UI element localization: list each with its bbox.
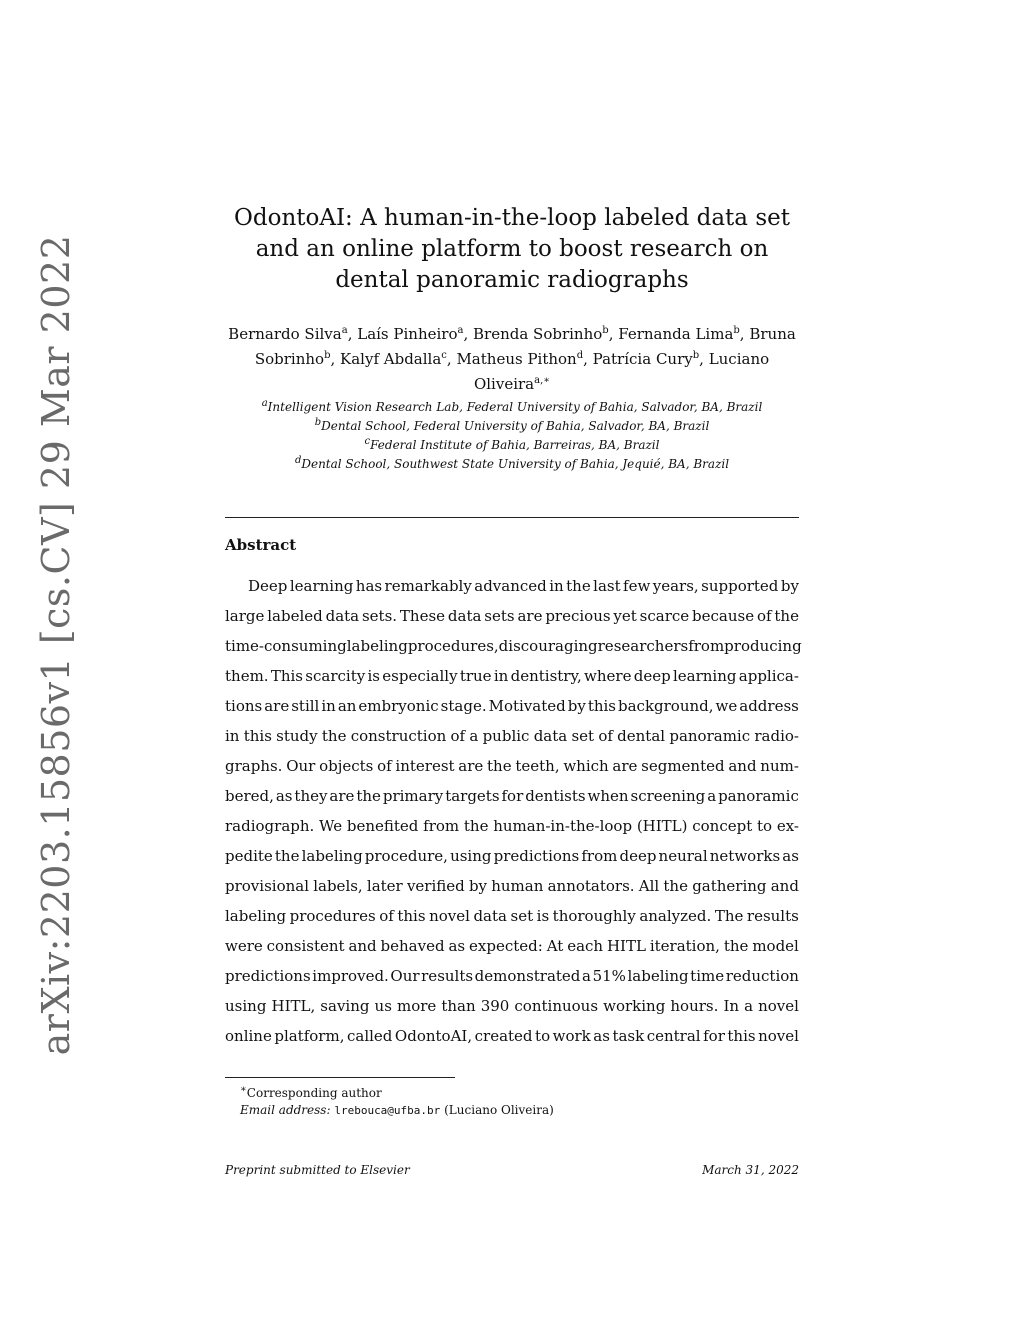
abstract-line: radiograph. We benefited from the human-in-the-loop (HITL) concept to ex- xyxy=(225,817,799,835)
abstract-line: in this study the construction of a public data set of dental panoramic radio- xyxy=(225,727,799,745)
author: Bruna Sobrinho$^b$ xyxy=(254,325,796,368)
abstract-line: large labeled data sets. These data sets are precious yet scarce because of the xyxy=(225,607,799,625)
author: Bernardo Silva$^a$ xyxy=(228,325,348,343)
abstract-body xyxy=(225,571,802,1051)
abstract-line: using HITL, saving us more than 390 continuous working hours. In a novel xyxy=(225,997,799,1015)
abstract-line: time-consuming labeling procedures, discouraging researchers from producing xyxy=(225,637,802,655)
abstract-line: them. This scarcity is especially true in dentistry, where deep learning applica- xyxy=(225,667,799,685)
author: Matheus Pithon$^d$ xyxy=(456,350,584,368)
affiliation-list xyxy=(225,396,799,472)
affiliation: $^b$Dental School, Federal University of Bahia, Salvador, BA, Brazil xyxy=(314,417,710,433)
abstract-line: predictions improved. Our results demonstrated a 51% labeling time reduction xyxy=(225,967,799,985)
email-line xyxy=(240,1102,554,1119)
footnote xyxy=(240,1081,554,1119)
affiliation: $^d$Dental School, Southwest State University of Bahia, Jequié, BA, Brazil xyxy=(294,455,730,471)
author: Patrícia Cury$^b$ xyxy=(592,350,700,368)
abstract-heading: Abstract xyxy=(225,536,297,554)
abstract-line: graphs. Our objects of interest are the teeth, which are segmented and num- xyxy=(225,757,799,775)
corresponding-author-note: ∗Corresponding author xyxy=(240,1084,382,1100)
abstract-top-rule xyxy=(225,517,799,518)
author: Luciano Oliveira$^{a,∗}$ xyxy=(473,350,770,393)
affiliation: $^a$Intelligent Vision Research Lab, Federal University of Bahia, Salvador, BA, Brazil xyxy=(261,398,763,414)
author: Laís Pinheiro$^a$ xyxy=(357,325,464,343)
abstract-line: Deep learning has remarkably advanced in the last few years, supported by xyxy=(248,577,799,595)
abstract-line: tions are still in an embryonic stage. Motivated by this background, we address xyxy=(225,697,799,715)
author: Fernanda Lima$^b$ xyxy=(618,325,740,343)
abstract-line: pedite the labeling procedure, using predictions from deep neural networks as xyxy=(225,847,799,865)
arxiv-stamp: arXiv:2203.15856v1 [cs.CV] 29 Mar 2022 xyxy=(34,234,78,1056)
preprint-note: Preprint submitted to Elsevier xyxy=(225,1163,410,1177)
abstract-line: were consistent and behaved as expected: At each HITL iteration, the model xyxy=(225,937,799,955)
footnote-rule xyxy=(225,1077,455,1078)
abstract-line: provisional labels, later verified by human annotators. All the gathering and xyxy=(225,877,799,895)
author-list: Bernardo Silva$^a$, Laís Pinheiro$^a$, Brenda Sobrinho$^b$, Fernanda Lima$^b$, Bruna Sobrinho$^b$, Kalyf Abdalla$^c$, Matheus Pithon$^d$, Patrícia Cury$^b$, Luciano Oliveira$^{a,∗}$ xyxy=(228,325,796,393)
author: Kalyf Abdalla$^c$ xyxy=(340,350,447,368)
abstract-line: labeling procedures of this novel data set is thoroughly analyzed. The results xyxy=(225,907,799,925)
email-label: Email address: xyxy=(240,1103,331,1117)
preprint-date: March 31, 2022 xyxy=(702,1163,799,1177)
author: Brenda Sobrinho$^b$ xyxy=(473,325,609,343)
email-owner: (Luciano Oliveira) xyxy=(444,1103,554,1117)
abstract-line: bered, as they are the primary targets for dentists when screening a panoramic xyxy=(225,787,799,805)
affiliation: $^c$Federal Institute of Bahia, Barreiras, BA, Brazil xyxy=(364,436,660,452)
paper-title: OdontoAI: A human-in-the-loop labeled data set and an online platform to boost research on dental panoramic radiographs xyxy=(234,205,790,293)
email-address[interactable]: lrebouca@ufba.br xyxy=(334,1104,441,1117)
abstract-line: online platform, called OdontoAI, created to work as task central for this novel xyxy=(225,1027,799,1045)
